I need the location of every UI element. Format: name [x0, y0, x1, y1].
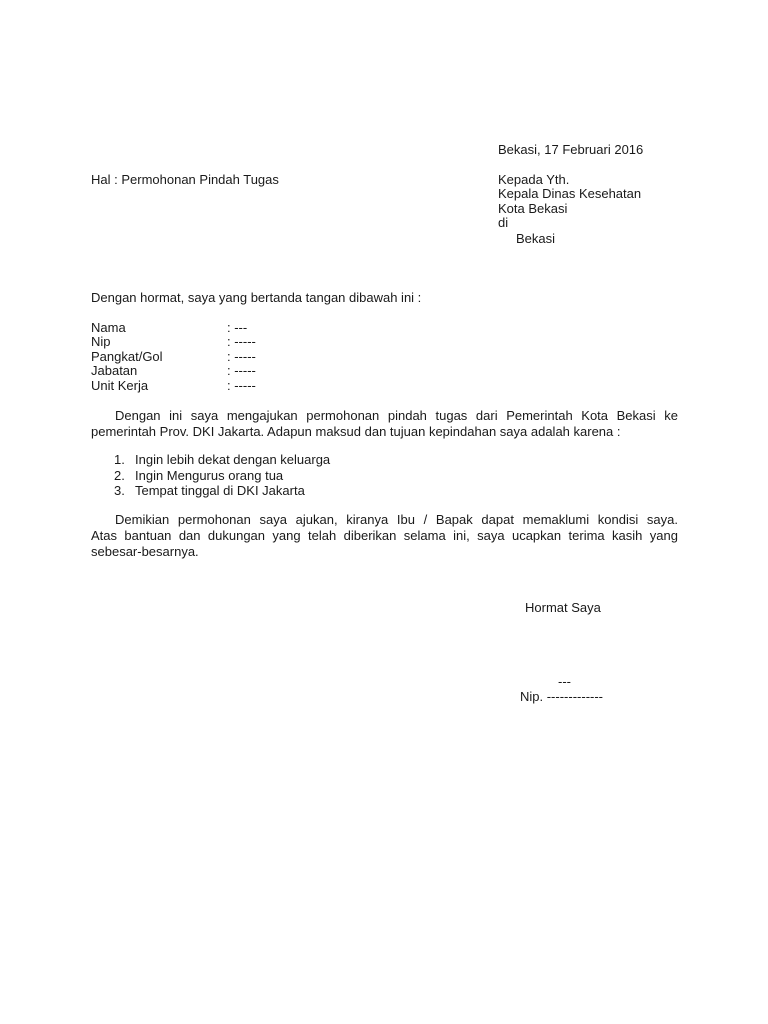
greeting: Dengan hormat, saya yang bertanda tangan dibawah ini :: [91, 290, 422, 305]
signature-nip: Nip. -------------: [520, 689, 604, 704]
recipient-line: Bekasi: [516, 231, 556, 246]
identity-value: : -----: [227, 349, 256, 364]
letter-subject: Hal : Permohonan Pindah Tugas: [91, 172, 279, 187]
recipient-line: Kota Bekasi: [498, 201, 568, 216]
identity-value: : -----: [227, 378, 256, 393]
identity-row: [91, 320, 391, 334]
identity-label: Nip: [91, 334, 111, 349]
identity-row: [91, 349, 391, 363]
list-text: Ingin Mengurus orang tua: [135, 468, 284, 483]
identity-label: Nama: [91, 320, 126, 335]
signature-salutation: Hormat Saya: [525, 600, 601, 615]
identity-row: [91, 334, 391, 348]
body-paragraph: [91, 408, 678, 440]
identity-value: : -----: [227, 334, 256, 349]
recipient-line: di: [498, 215, 509, 230]
identity-row: [91, 363, 391, 377]
identity-row: [91, 378, 391, 392]
list-number: 1.: [114, 452, 125, 467]
identity-value: : ---: [227, 320, 248, 335]
paragraph-line: sebesar-besarnya.: [91, 544, 199, 559]
paragraph-line: Atas bantuan dan dukungan yang telah diberikan selama ini, saya ucapkan terima kasih yang: [91, 528, 678, 543]
list-number: 3.: [114, 483, 125, 498]
identity-label: Jabatan: [91, 363, 138, 378]
letter-date: Bekasi, 17 Februari 2016: [498, 142, 644, 157]
signature-name: ---: [558, 674, 571, 689]
identity-value: : -----: [227, 363, 256, 378]
paragraph-line: Demikian permohonan saya ajukan, kiranya Ibu / Bapak dapat memaklumi kondisi saya.: [115, 512, 678, 527]
recipient-line: Kepada Yth.: [498, 172, 570, 187]
paragraph-line: pemerintah Prov. DKI Jakarta. Adapun maksud dan tujuan kepindahan saya adalah karena :: [91, 424, 621, 439]
list-number: 2.: [114, 468, 125, 483]
paragraph-line: Dengan ini saya mengajukan permohonan pindah tugas dari Pemerintah Kota Bekasi ke: [115, 408, 678, 423]
list-text: Tempat tinggal di DKI Jakarta: [135, 483, 305, 498]
identity-label: Unit Kerja: [91, 378, 149, 393]
identity-label: Pangkat/Gol: [91, 349, 163, 364]
closing-paragraph: [91, 512, 678, 560]
recipient-line: Kepala Dinas Kesehatan: [498, 186, 642, 201]
list-text: Ingin lebih dekat dengan keluarga: [135, 452, 331, 467]
